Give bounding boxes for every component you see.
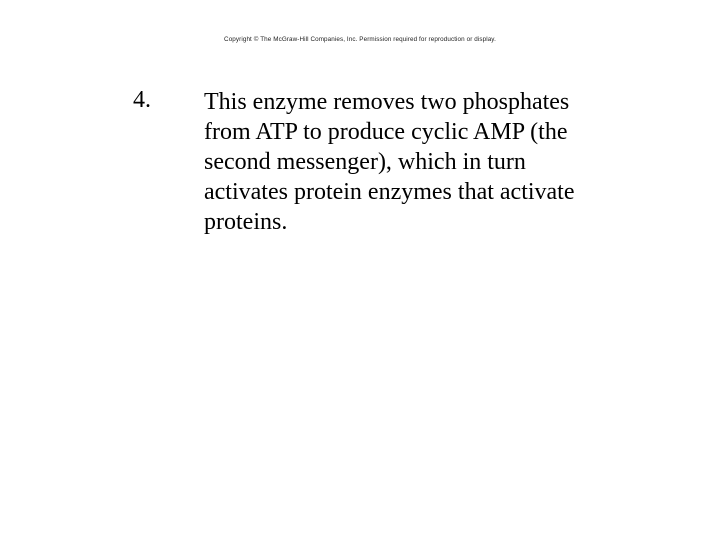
item-number: 4. <box>133 87 151 113</box>
item-text-line: second messenger), which in turn <box>204 149 526 175</box>
item-text-line: from ATP to produce cyclic AMP (the <box>204 119 568 145</box>
copyright-notice: Copyright © The McGraw-Hill Companies, Inc. Permission required for reproduction or display. <box>224 36 496 43</box>
item-text-line: activates protein enzymes that activate <box>204 179 575 205</box>
item-text <box>204 87 654 237</box>
item-text-line: This enzyme removes two phosphates <box>204 89 570 115</box>
item-text-line: proteins. <box>204 209 288 235</box>
